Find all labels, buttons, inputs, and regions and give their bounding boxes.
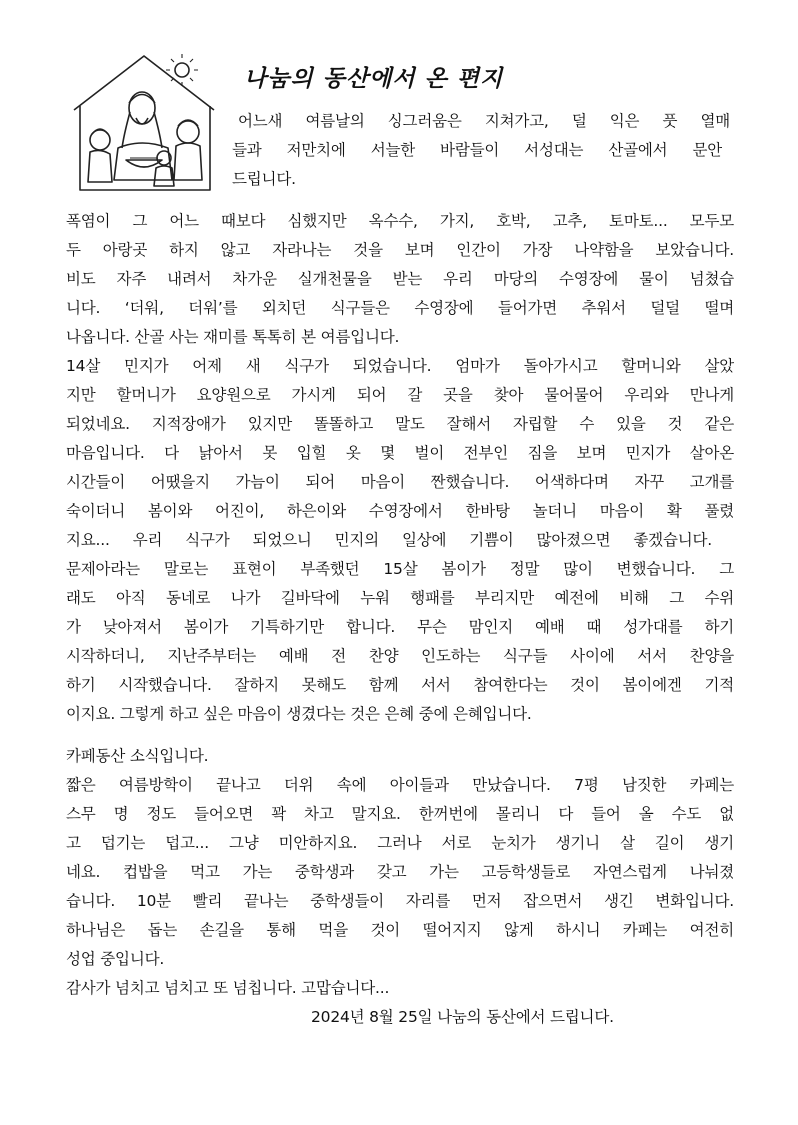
- intro-line: 어느새 여름날의 싱그러움은 지쳐가고, 덜 익은 풋 열매: [238, 112, 730, 130]
- body-line: 두 아랑곳 하지 않고 자라나는 것을 보며 인간이 가장 나약함을 보았습니다.: [66, 241, 734, 259]
- body-line: 폭염이 그 어느 때보다 심했지만 옥수수, 가지, 호박, 고추, 토마토... 모두모: [66, 212, 734, 230]
- body-line: 하기 시작했습니다. 잘하지 못해도 함께 서서 참여한다는 것이 봄이에겐 기적: [66, 676, 734, 694]
- letter-title: 나눔의 동산에서 온 편지: [244, 65, 504, 92]
- thanks-line: 감사가 넘치고 넘치고 또 넘칩니다. 고맙습니다...: [66, 979, 390, 997]
- body-line: 숙이더니 봄이와 어진이, 하은이와 수영장에서 한바탕 놀더니 마음이 확 풀렸: [66, 502, 734, 520]
- body-line: 스무 명 정도 들어오면 꽉 차고 말지요. 한꺼번에 몰리니 다 들어 올 수도 없: [66, 805, 734, 823]
- body-line: 되었네요. 지적장애가 있지만 똘똘하고 말도 잘해서 자립할 수 있을 것 같은: [66, 415, 734, 433]
- body-line: 고 덥기는 덥고... 그냥 미안하지요. 그러나 서로 눈치가 생기니 살 길이 생기: [66, 834, 734, 852]
- body-line: 지만 할머니가 요양원으로 가시게 되어 갈 곳을 찾아 물어물어 우리와 만나게: [66, 386, 734, 404]
- house-family-logo: [64, 48, 224, 198]
- body-line: 마음입니다. 다 낡아서 못 입힐 옷 몇 벌이 전부인 짐을 보며 민지가 살아온: [66, 444, 734, 462]
- signature-line: 2024년 8월 25일 나눔의 동산에서 드립니다.: [311, 1008, 614, 1026]
- body-line: 니다. ‘더워, 더워’를 외치던 식구들은 수영장에 들어가면 추워서 덜덜 떨며: [66, 299, 734, 317]
- intro-line: 드립니다.: [232, 170, 296, 188]
- body-line: 네요. 컵밥을 먹고 가는 중학생과 갖고 가는 고등학생들로 자연스럽게 나눠졌: [66, 863, 734, 881]
- cafe-heading: 카페동산 소식입니다.: [66, 747, 209, 765]
- body-line: 래도 아직 동네로 나가 길바닥에 누워 행패를 부리지만 예전에 비해 그 수위: [66, 589, 734, 607]
- body-line: 시간들이 어땠을지 가늠이 되어 마음이 짠했습니다. 어색하다며 자꾸 고개를: [66, 473, 734, 491]
- body-line: 하나님은 돕는 손길을 통해 먹을 것이 떨어지지 않게 하시니 카페는 여전히: [66, 921, 734, 939]
- body-line: 짧은 여름방학이 끝나고 더위 속에 아이들과 만났습니다. 7평 남짓한 카페는: [66, 776, 734, 794]
- body-line: 문제아라는 말로는 표현이 부족했던 15살 봄이가 정말 많이 변했습니다. 그: [66, 560, 734, 578]
- intro-line: 들과 저만치에 서늘한 바람들이 서성대는 산골에서 문안: [232, 141, 722, 159]
- body-line: 나옵니다. 산골 사는 재미를 톡톡히 본 여름입니다.: [66, 328, 400, 346]
- body-line: 가 낮아져서 봄이가 기특하기만 합니다. 무슨 맘인지 예배 때 성가대를 하기: [66, 618, 734, 636]
- body-line: 습니다. 10분 빨리 끝나는 중학생들이 자리를 먼저 잡으면서 생긴 변화입니다.: [66, 892, 734, 910]
- body-line: 이지요. 그렇게 하고 싶은 마음이 생겼다는 것은 은혜 중에 은혜입니다.: [66, 705, 532, 723]
- body-line: 시작하더니, 지난주부터는 예배 전 찬양 인도하는 식구들 사이에 서서 찬양을: [66, 647, 734, 665]
- body-line: 14살 민지가 어제 새 식구가 되었습니다. 엄마가 돌아가시고 할머니와 살았: [66, 357, 734, 375]
- body-line: 성업 중입니다.: [66, 950, 165, 968]
- body-line: 비도 자주 내려서 차가운 실개천물을 받는 우리 마당의 수영장에 물이 넘쳤습: [66, 270, 734, 288]
- body-line: 지요... 우리 식구가 되었으니 민지의 일상에 기쁨이 많아졌으면 좋겠습니다.: [66, 531, 712, 549]
